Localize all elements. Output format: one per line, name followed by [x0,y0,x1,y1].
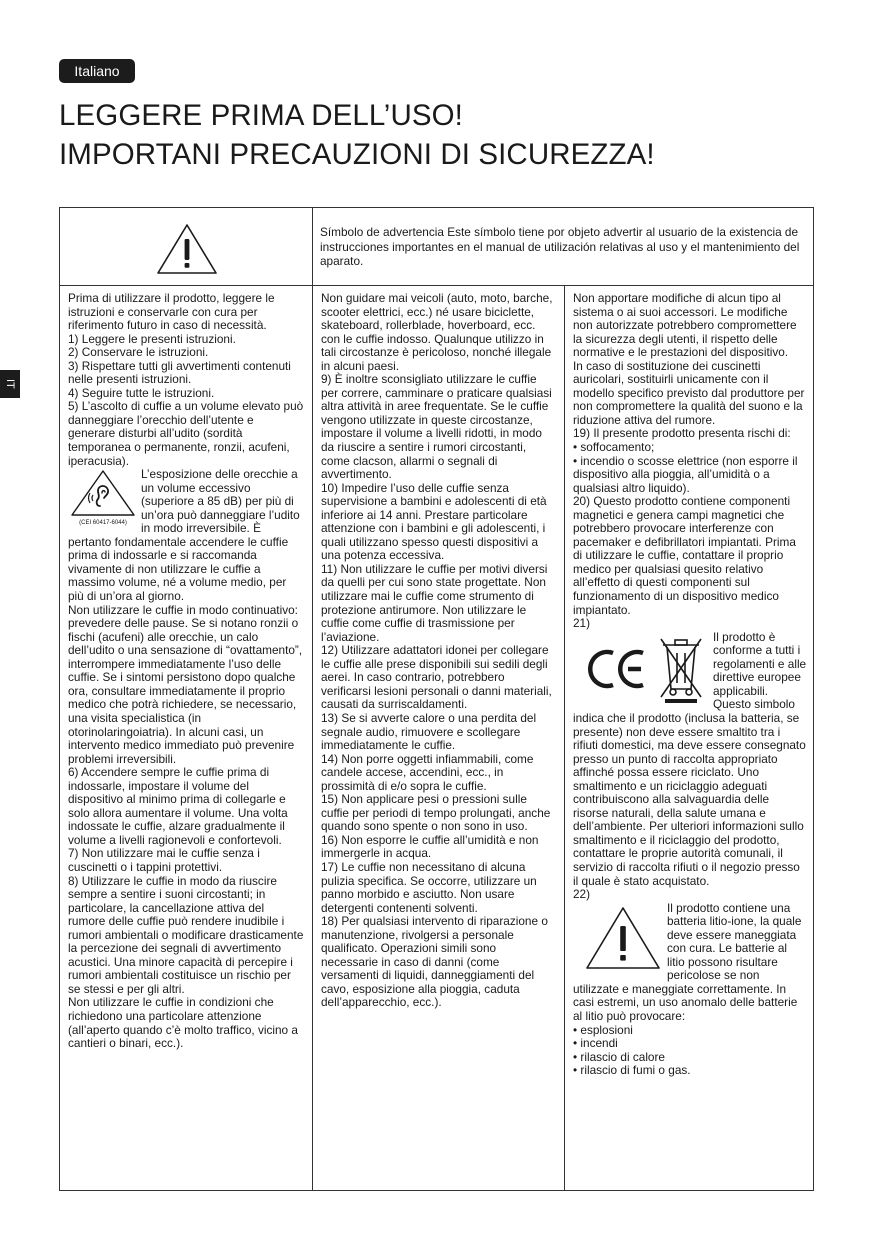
item-number: 22) [573,887,591,902]
paragraph: In caso di sostituzione dei cuscinetti auricolari, sostituirli unicamente con il modello specifico previsto dal produttore per non compromettere la qualità del suono e la riduzione attiva del rumore. [573,358,805,427]
paragraph: 7) Non utilizzare mai le cuffie senza i cuscinetti o i tappini protettivi. [68,846,260,874]
paragraph: 18) Per qualsiasi intervento di riparazione o manutenzione, rivolgersi a personale qualificato. Operazioni simili sono necessarie in caso di danni (come versamenti di liquidi, danneggiamenti del cavo, esposizione alla pioggia, caduta dell’apparecchio, ecc.). [321,914,548,1010]
ear-icon-label: (CEI 60417-6044) [79,520,127,527]
paragraph: 9) È inoltre sconsigliato utilizzare le cuffie per correre, camminare o praticare qualsiasi altra attività in aree frequentate. Se le cuffie vengono utilizzate in queste circostanze, impostare il volume a livelli ridotti, in modo da riuscire a sentire i rumori circostanti, come clacson, allarmi o segnali di avvertimento. [321,372,552,482]
header-divider [60,285,813,286]
paragraph: • incendio o scosse elettrice (non esporre il dispositivo alla pioggia, all’umidità o a qualsiasi altro liquido). [573,453,798,495]
title-line-1: LEGGERE PRIMA DELL’USO! [59,99,463,132]
warning-symbol-description: Símbolo de advertencia Este símbolo tiene por objeto advertir al usuario de la existencia de instrucciones importantes en el manual de utilización relativas al uso y el mantenimiento del aparato. [320,225,800,268]
column-3 [573,292,807,1078]
paragraph: 10) Impedire l’uso delle cuffie senza supervisione a bambini e adolescenti di età inferiore ai 14 anni. Prestare particolare attenzione con i bambini e gli adolescenti, i quali utilizzano spesso questi dispositivi a una potenza eccessiva. [321,480,547,563]
crossed-bin-icon [661,639,701,703]
paragraph: • rilascio di fumi o gas. [573,1063,691,1078]
paragraph: 1) Leggere le presenti istruzioni. [68,331,236,346]
column-2 [321,292,555,1010]
paragraph: 3) Rispettare tutti gli avvertimenti contenuti nelle presenti istruzioni. [68,358,291,387]
paragraph: 15) Non applicare pesi o pressioni sulle cuffie per periodi di tempo prolungati, anche quando sono spente o non sono in uso. [321,792,551,834]
paragraph: Prima di utilizzare il prodotto, leggere le istruzioni e conservarle con cura per riferimento futuro in caso di necessità. [68,291,275,333]
paragraph: 20) Questo prodotto contiene componenti magnetici e genera campi magnetici che potrebbero provocare interferenze con pacemaker e defibrillatori impiantati. Prima di utilizzare le cuffie, contattare il proprio medico per qualsiasi quesito relativo all’effetto di questi componenti sul funzionamento di un dispositivo medico impiantato. [573,494,796,617]
ce-weee-icons [577,633,707,705]
paragraph: • rilascio di calore [573,1049,665,1064]
warning-triangle-icon [156,223,218,275]
battery-warning-triangle-icon [585,906,661,972]
ce-mark-icon [590,652,643,686]
paragraph: • soffocamento; [573,440,655,455]
paragraph: Non apportare modifiche di alcun tipo al sistema o ai suoi accessori. Le modifiche non autorizzate potrebbero compromettere la sicurezza degli utenti, il rispetto delle normative e le prestazioni del dispositivo. [573,291,797,360]
paragraph: 13) Se si avverte calore o una perdita del segnale audio, rimuovere e scollegare immediatamente le cuffie. [321,710,537,753]
paragraph: 6) Accendere sempre le cuffie prima di indossarle, impostare il volume del dispositivo al minimo prima di collegarle e solo allora aumentare il volume. Una volta indossate le cuffie, alzare gradualmente il volume a livelli ragionevoli e confortevoli. [68,765,288,847]
paragraph: 17) Le cuffie non necessitano di alcuna pulizia specifica. Se occorre, utilizzare un panno morbido e asciutto. Non usare detergenti contenenti solventi. [321,859,537,915]
paragraph: • incendi [573,1036,618,1051]
hearing-damage-icon [70,470,136,526]
paragraph: 4) Seguire tutte le istruzioni. [68,385,215,400]
title-line-2: IMPORTANI PRECAUZIONI DI SICUREZZA! [59,138,655,171]
paragraph: 2) Conservare le istruzioni. [68,345,209,360]
paragraph: 5) L’ascolto di cuffie a un volume elevato può danneggiare l’orecchio dell’utente e generare disturbi all’udito (sordità temporanea o permanente, ronzii, acufeni, iperacusia). [68,399,304,468]
side-language-tab: IT [0,370,20,398]
column-1 [68,292,304,1051]
column-divider-2 [564,285,565,1190]
paragraph: Non utilizzare le cuffie in modo continuativo: prevedere delle pause. Se si notano ronzii o fischi (acufeni) alle orecchie, un calo dell’udito o una sensazione di “ovattamento”, interrompere immediatamente l’uso delle cuffie. Se i sintomi persistono dopo qualche ora, consultare immediatamente il proprio medico che potrà richiedere, se necessario, una visita specialistica (in otorinolaringoiatria). In alcuni casi, un intervento medico immediato può prevenire problemi irreversibili. [68,602,303,766]
safety-table [59,207,814,1191]
paragraph: Non guidare mai veicoli (auto, moto, barche, scooter elettrici, ecc.) né usare biciclette, skateboard, rollerblade, hoverboard, ecc. con le cuffie indosso. Qualunque utilizzo in tali circostanze è pericoloso, nonché illegale in alcuni paesi. [321,291,553,373]
paragraph: L’esposizione delle orecchie a un volume eccessivo (superiore a 85 dB) per più di un’ora può danneggiare l’udito in modo irreversibile. È pertanto fondamentale accendere le cuffie prima di indossarle e si raccomanda vivamente di non utilizzare le cuffie a massimo volume, né a volume medio, per più di un’ora al giorno. [68,467,300,604]
paragraph: 19) Il presente prodotto presenta rischi di: [573,426,791,441]
paragraph: Il prodotto contiene una batteria litio-ione, la quale deve essere maneggiata con cura. Le batterie al litio possono risultare pericolose se non utilizzate e maneggiate correttamente. In casi estremi, un uso anomalo delle batterie al litio può provocare: [573,900,802,1023]
item-number: 21) [573,616,591,631]
paragraph: Non utilizzare le cuffie in condizioni che richiedono una particolare attenzione (all’aperto quando c’è molto traffico, vicino a cantieri o binari, ecc.). [68,995,298,1051]
page-title [59,96,655,174]
paragraph: 14) Non porre oggetti infiammabili, come candele accese, accendini, ecc., in prossimità di e/o sopra le cuffie. [321,751,534,793]
paragraph: • esplosioni [573,1022,633,1037]
language-badge: Italiano [59,59,135,83]
paragraph: 16) Non esporre le cuffie all’umidità e non immergerle in acqua. [321,832,539,861]
paragraph: 11) Non utilizzare le cuffie per motivi diversi da quelli per cui sono state progettate. Non utilizzare mai le cuffie come strumento di protezione antirumore. Non utilizzare le cuffie come cuffie di trasmissione per l’aviazione. [321,561,548,644]
paragraph: 8) Utilizzare le cuffie in modo da riuscire sempre a sentire i suoni circostanti; in particolare, la cancellazione attiva del rumore delle cuffie può rendere inudibile i rumori ambientali o modificare drasticamente la percezione dei segnali di avvertimento acustici. Una minore capacità di percepire i rumori ambientali costituisce un rischio per se stessi e per gli altri. [68,873,304,996]
column-divider-1 [312,208,313,1190]
paragraph: 12) Utilizzare adattatori idonei per collegare le cuffie alle prese disponibili sui sedili degli aerei. In caso contrario, potrebbero verificarsi lesioni personali o danni materiali, causati da surriscaldamenti. [321,643,552,712]
warning-symbol-cell [60,208,312,285]
paragraph: Il prodotto è conforme a tutti i regolamenti e alle direttive europee applicabili. Questo simbolo indica che il prodotto (inclusa la batteria, se presente) non deve essere smaltito tra i rifiuti domestici, ma deve essere consegnato presso un punto di raccolta appropriato affinché possa essere riciclato. Uno smaltimento e un riciclaggio adeguati contribuiscono alla salvaguardia delle risorse naturali, della salute umana e dell’ambiente. Per ulteriori informazioni sullo smaltimento e il riciclaggio del prodotto, contattare le proprie autorità comunali, il servizio di raccolta rifiuti o il negozio presso il quale è stato acquistato. [573,629,807,888]
